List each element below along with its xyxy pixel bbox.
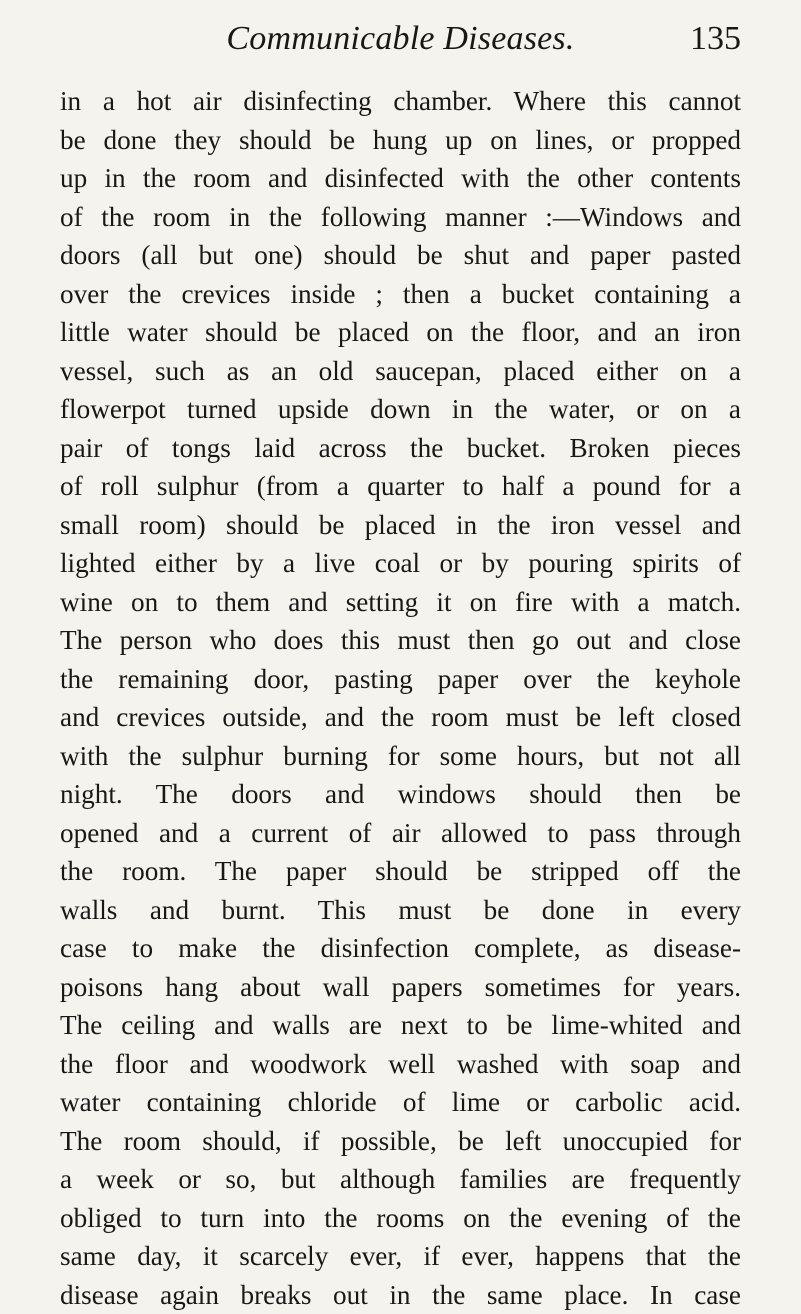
text-line: case to make the disinfection complete, as disease- [60, 929, 741, 968]
text-line: the room. The paper should be stripped off the [60, 852, 741, 891]
text-line: lighted either by a live coal or by pouring spirits of [60, 544, 741, 583]
text-line: walls and burnt. This must be done in every [60, 891, 741, 930]
text-line: little water should be placed on the floor, and an iron [60, 313, 741, 352]
text-line: flowerpot turned upside down in the water, or on a [60, 390, 741, 429]
text-line: over the crevices inside ; then a bucket containing a [60, 275, 741, 314]
text-line: of roll sulphur (from a quarter to half a pound for a [60, 467, 741, 506]
text-line: wine on to them and setting it on fire with a match. [60, 583, 741, 622]
text-line: a week or so, but although families are frequently [60, 1160, 741, 1199]
text-line: The person who does this must then go out and close [60, 621, 741, 660]
page-number: 135 [690, 14, 741, 64]
text-line: of the room in the following manner :—Windows and [60, 198, 741, 237]
body-paragraph [60, 82, 741, 1314]
text-line: doors (all but one) should be shut and paper pasted [60, 236, 741, 275]
text-line: the remaining door, pasting paper over the keyhole [60, 660, 741, 699]
text-line: the floor and woodwork well washed with soap and [60, 1045, 741, 1084]
running-head [60, 14, 741, 64]
text-line: in a hot air disinfecting chamber. Where this cannot [60, 82, 741, 121]
running-title: Communicable Diseases. [60, 14, 741, 64]
text-line: small room) should be placed in the iron vessel and [60, 506, 741, 545]
text-line: water containing chloride of lime or carbolic acid. [60, 1083, 741, 1122]
text-line: vessel, such as an old saucepan, placed either on a [60, 352, 741, 391]
text-line: opened and a current of air allowed to pass through [60, 814, 741, 853]
text-line: and crevices outside, and the room must be left closed [60, 698, 741, 737]
text-line: night. The doors and windows should then be [60, 775, 741, 814]
text-line: obliged to turn into the rooms on the evening of the [60, 1199, 741, 1238]
text-line: poisons hang about wall papers sometimes for years. [60, 968, 741, 1007]
text-line: The ceiling and walls are next to be lime-whited and [60, 1006, 741, 1045]
text-line: up in the room and disinfected with the other contents [60, 159, 741, 198]
text-line: with the sulphur burning for some hours, but not all [60, 737, 741, 776]
text-line: The room should, if possible, be left unoccupied for [60, 1122, 741, 1161]
text-line: pair of tongs laid across the bucket. Broken pieces [60, 429, 741, 468]
text-line: same day, it scarcely ever, if ever, happens that the [60, 1237, 741, 1276]
text-line: disease again breaks out in the same place. In case [60, 1276, 741, 1314]
text-line: be done they should be hung up on lines, or propped [60, 121, 741, 160]
